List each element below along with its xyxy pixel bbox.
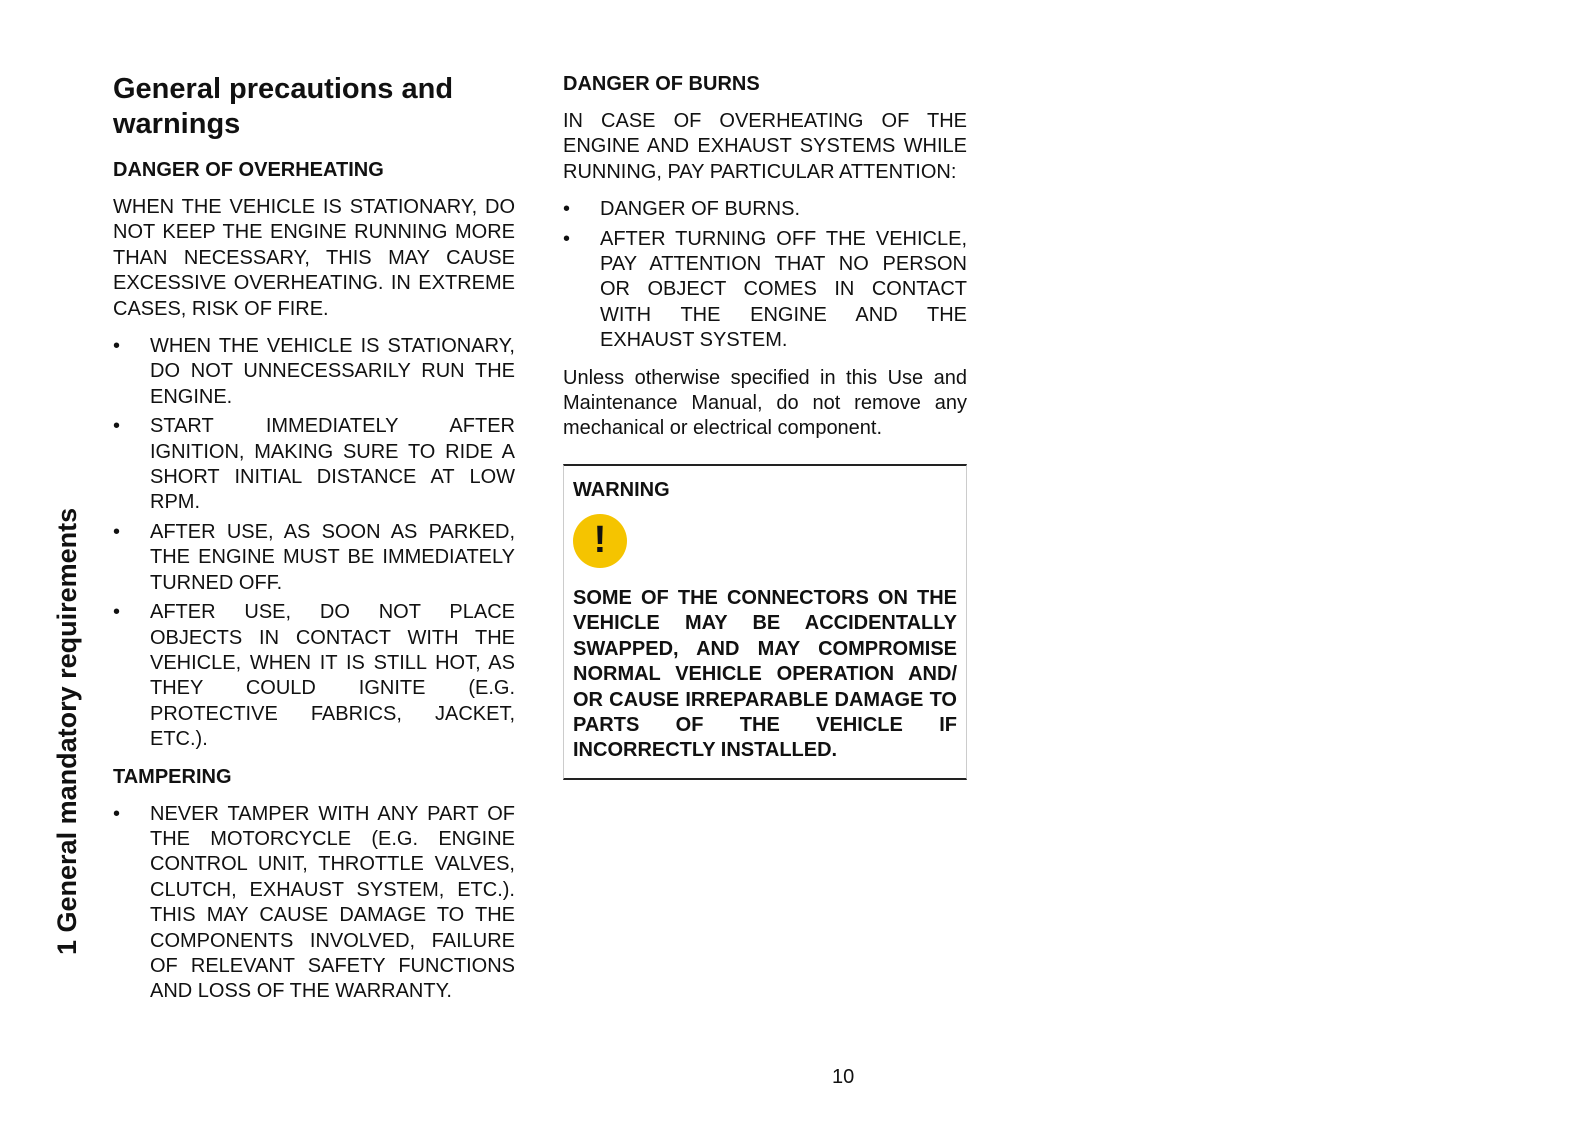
list-item <box>113 520 515 596</box>
maintenance-note: Unless otherwise specified in this Use and Maintenance Manual, do not remove any mechanical or electrical component. <box>563 366 967 440</box>
exclamation-icon: ! <box>573 514 627 568</box>
list-item-text: NEVER TAMPER WITH ANY PART OF THE MOTORCYCLE (E.G. ENGINE CONTROL UNIT, THROTTLE VALVES, CLUTCH, EXHAUST SYSTEM, ETC.). THIS MAY CAUSE DAMAGE TO THE COMPONENTS INVOLVED, FAILURE OF RELEVANT SAFETY FUNCTIONS AND LOSS OF THE WARRANTY. <box>150 802 515 1003</box>
tampering-list <box>113 802 515 1005</box>
bullet-icon: • <box>113 520 121 543</box>
warning-box <box>563 464 967 780</box>
list-item-text: DANGER OF BURNS. <box>600 198 801 221</box>
burns-paragraph: IN CASE OF OVERHEATING OF THE ENGINE AND EXHAUST SYSTEMS WHILE RUNNING, PAY PARTICULAR ATTENTION: <box>563 110 967 183</box>
burns-list <box>563 197 967 353</box>
bullet-icon: • <box>113 802 121 825</box>
list-item <box>113 334 515 410</box>
warning-text: SOME OF THE CONNECTORS ON THE VEHICLE MAY BE ACCIDENTALLY SWAPPED, AND MAY COMPROMISE NORMAL VEHICLE OPERATION AND/ OR CAUSE IRREPARABLE DAMAGE TO PARTS OF THE VEHICLE IF INCORRECTLY INSTALLED. <box>573 586 957 762</box>
page-number: 10 <box>832 1066 855 1088</box>
chapter-side-title: 1 General mandatory requirements <box>52 507 82 955</box>
list-item-text: WHEN THE VEHICLE IS STATIONARY, DO NOT UNNECESSARILY RUN THE ENGINE. <box>150 335 515 408</box>
warning-heading: WARNING <box>573 478 670 501</box>
list-item <box>563 227 967 354</box>
page-title: General precautions and warnings <box>113 73 454 140</box>
list-item-text: AFTER TURNING OFF THE VEHICLE, PAY ATTENTION THAT NO PERSON OR OBJECT COMES IN CONTACT WITH THE ENGINE AND THE EXHAUST SYSTEM. <box>600 227 967 352</box>
right-column <box>563 72 967 780</box>
list-item <box>113 414 515 516</box>
burns-heading: DANGER OF BURNS <box>563 73 760 95</box>
overheating-paragraph: WHEN THE VEHICLE IS STATIONARY, DO NOT KEEP THE ENGINE RUNNING MORE THAN NECESSARY, THIS MAY CAUSE EXCESSIVE OVERHEATING. IN EXTREME CASES, RISK OF FIRE. <box>113 196 515 320</box>
list-item-text: START IMMEDIATELY AFTER IGNITION, MAKING SURE TO RIDE A SHORT INITIAL DISTANCE AT LOW RPM. <box>150 415 515 514</box>
list-item <box>563 197 967 222</box>
list-item <box>113 600 515 752</box>
overheating-heading: DANGER OF OVERHEATING <box>113 159 384 181</box>
list-item <box>113 802 515 1005</box>
bullet-icon: • <box>563 198 571 221</box>
overheating-list <box>113 334 515 753</box>
list-item-text: AFTER USE, DO NOT PLACE OBJECTS IN CONTACT WITH THE VEHICLE, WHEN IT IS STILL HOT, AS THEY COULD IGNITE (E.G. PROTECTIVE FABRICS, JACKET, ETC.). <box>150 601 515 751</box>
bullet-icon: • <box>113 415 121 438</box>
bullet-icon: • <box>113 601 121 624</box>
list-item-text: AFTER USE, AS SOON AS PARKED, THE ENGINE MUST BE IMMEDIATELY TURNED OFF. <box>150 520 515 594</box>
tampering-heading: TAMPERING <box>113 765 232 788</box>
bullet-icon: • <box>113 335 121 358</box>
left-column <box>113 72 515 1017</box>
bullet-icon: • <box>563 227 571 250</box>
